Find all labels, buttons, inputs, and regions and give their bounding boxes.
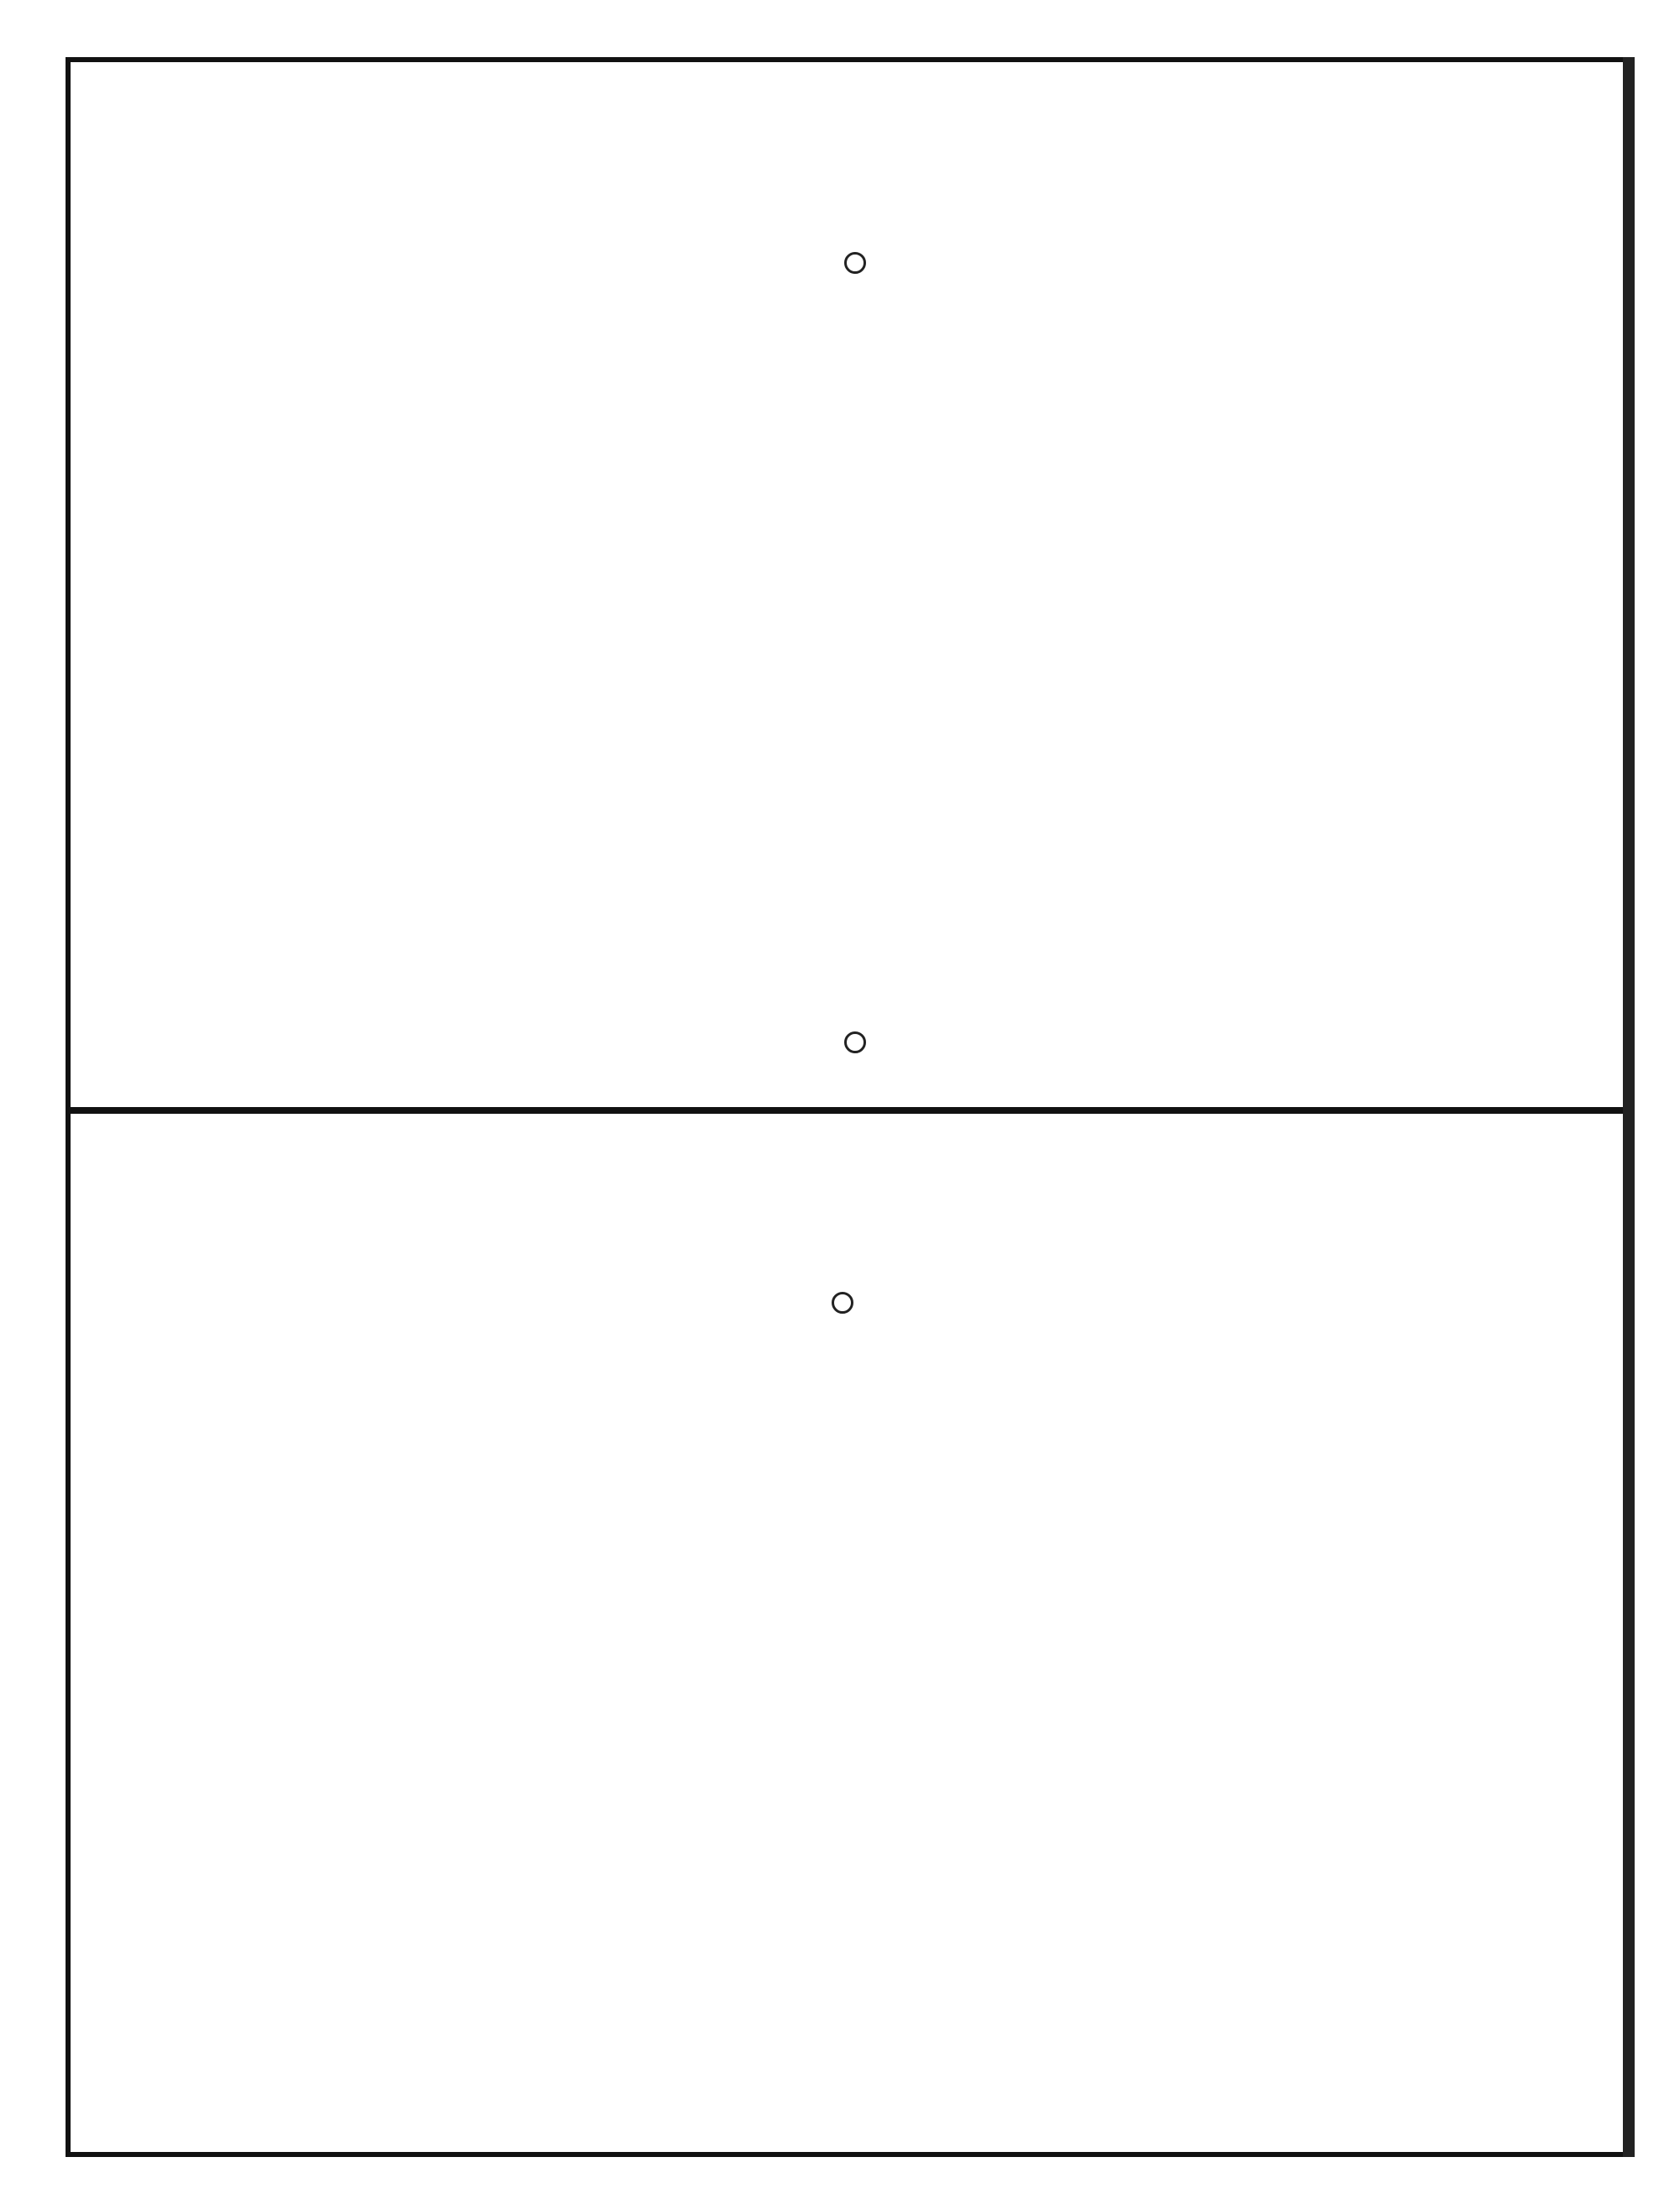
top-circle-mark-lower — [844, 1031, 866, 1053]
top-circle-mark — [844, 252, 866, 274]
page-edge — [1623, 57, 1635, 2157]
panel-divider — [66, 1107, 1630, 1114]
bottom-circle-mark — [832, 1292, 853, 1314]
